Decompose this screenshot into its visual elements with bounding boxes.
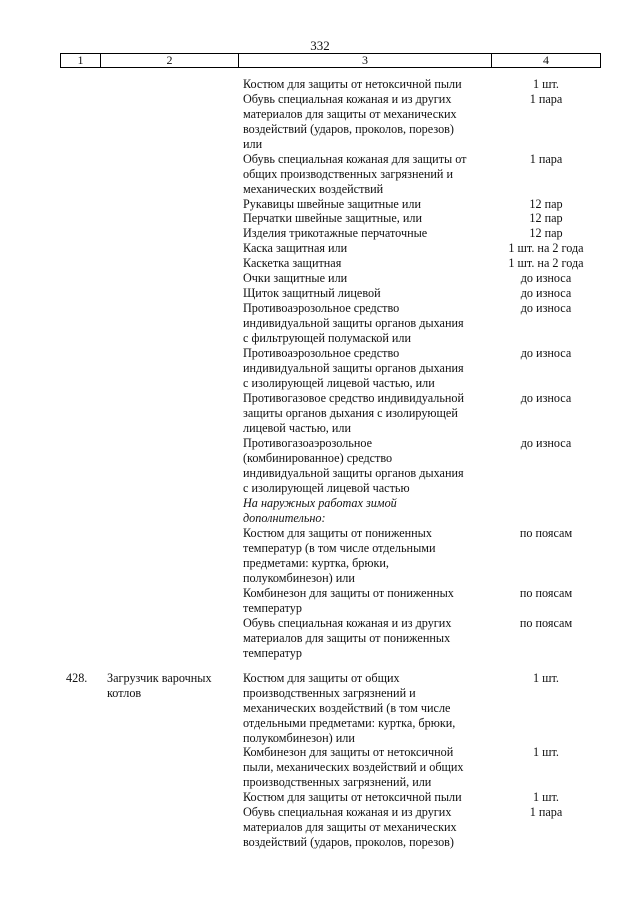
item-line: Противогазовое средство индивидуальной <box>243 391 465 405</box>
item-line: воздействий (ударов, проколов, порезов) <box>243 122 454 136</box>
item-quantity: 1 пара <box>529 152 563 166</box>
item-line: отдельными предметами: куртка, брюки, <box>243 716 456 730</box>
profession-name: Загрузчик варочных <box>107 671 212 685</box>
item-line: Комбинезон для защиты от пониженных <box>243 586 454 600</box>
item-line: полукомбинезон) или <box>243 571 355 585</box>
item-line: температур <box>243 601 302 615</box>
winter-heading: дополнительно: <box>243 511 326 525</box>
item-line: с изолирующей лицевой частью, или <box>243 376 435 390</box>
column-header-4: 4 <box>492 54 601 68</box>
item-line: предметами: куртка, брюки, <box>243 556 389 570</box>
item-quantity: 1 шт. на 2 года <box>508 256 584 270</box>
item-quantity: 1 шт. на 2 года <box>508 241 584 255</box>
item-quantity: до износа <box>520 436 572 450</box>
item-line: или <box>243 137 263 151</box>
item-quantity: 1 пара <box>529 805 563 819</box>
item-line: защиты органов дыхания с изолирующей <box>243 406 458 420</box>
item-quantity: по поясам <box>519 526 573 540</box>
item-line: Перчатки швейные защитные, или <box>243 211 423 225</box>
item-quantity: до износа <box>520 391 572 405</box>
column-header-row <box>60 53 601 68</box>
item-line: с фильтрующей полумаской или <box>243 331 412 345</box>
item-quantity: по поясам <box>519 616 573 630</box>
item-line: Комбинезон для защиты от нетоксичной <box>243 745 454 759</box>
item-line: Костюм для защиты от нетоксичной пыли <box>243 790 462 804</box>
item-line: пыли, механических воздействий и общих <box>243 760 464 774</box>
item-line: Щиток защитный лицевой <box>243 286 381 300</box>
item-line: общих производственных загрязнений и <box>243 167 454 181</box>
item-line: Обувь специальная кожаная и из других <box>243 805 452 819</box>
item-quantity: 1 шт. <box>533 77 559 91</box>
item-line: с изолирующей лицевой частью <box>243 481 410 495</box>
item-line: Очки защитные или <box>243 271 348 285</box>
item-line: материалов для защиты от механических <box>243 820 457 834</box>
column-header-2: 2 <box>101 54 239 68</box>
item-line: Противоаэрозольное средство <box>243 346 400 360</box>
item-line: температур (в том числе отдельными <box>243 541 436 555</box>
item-line: Противоаэрозольное средство <box>243 301 400 315</box>
item-line: (комбинированное) средство <box>243 451 393 465</box>
item-quantity: до износа <box>520 301 572 315</box>
item-line: индивидуальной защиты органов дыхания <box>243 466 464 480</box>
item-line: индивидуальной защиты органов дыхания <box>243 316 464 330</box>
item-quantity: 1 шт. <box>533 790 559 804</box>
item-line: Изделия трикотажные перчаточные <box>243 226 428 240</box>
item-line: Костюм для защиты от нетоксичной пыли <box>243 77 462 91</box>
item-quantity: 12 пар <box>529 211 563 225</box>
item-line: производственных загрязнений, или <box>243 775 432 789</box>
item-quantity: по поясам <box>519 586 573 600</box>
winter-heading: На наружных работах зимой <box>243 496 397 510</box>
item-line: материалов для защиты от механических <box>243 107 457 121</box>
profession-name: котлов <box>107 686 142 700</box>
item-line: Каска защитная или <box>243 241 348 255</box>
item-quantity: до износа <box>520 346 572 360</box>
item-quantity: 1 шт. <box>533 671 559 685</box>
item-quantity: до износа <box>520 286 572 300</box>
item-line: Каскетка защитная <box>243 256 342 270</box>
item-line: Противогазоаэрозольное <box>243 436 373 450</box>
item-line: механических воздействий (в том числе <box>243 701 451 715</box>
column-header-3: 3 <box>239 54 492 68</box>
item-quantity: 1 пара <box>529 92 563 106</box>
item-line: Обувь специальная кожаная и из других <box>243 92 452 106</box>
item-quantity: 12 пар <box>529 226 563 240</box>
column-header-1: 1 <box>61 54 101 68</box>
item-quantity: до износа <box>520 271 572 285</box>
row-number: 428. <box>66 671 88 685</box>
item-quantity: 12 пар <box>529 197 563 211</box>
item-line: температур <box>243 646 302 660</box>
item-line: лицевой частью, или <box>243 421 352 435</box>
item-line: материалов для защиты от пониженных <box>243 631 451 645</box>
item-line: полукомбинезон) или <box>243 731 355 745</box>
item-line: механических воздействий <box>243 182 384 196</box>
item-line: производственных загрязнений и <box>243 686 416 700</box>
item-quantity: 1 шт. <box>533 745 559 759</box>
item-line: воздействий (ударов, проколов, порезов) <box>243 835 454 849</box>
item-line: Костюм для защиты от общих <box>243 671 400 685</box>
page-number: 332 <box>310 38 330 53</box>
item-line: Рукавицы швейные защитные или <box>243 197 421 211</box>
item-line: Костюм для защиты от пониженных <box>243 526 432 540</box>
item-line: Обувь специальная кожаная для защиты от <box>243 152 467 166</box>
item-line: индивидуальной защиты органов дыхания <box>243 361 464 375</box>
item-line: Обувь специальная кожаная и из других <box>243 616 452 630</box>
